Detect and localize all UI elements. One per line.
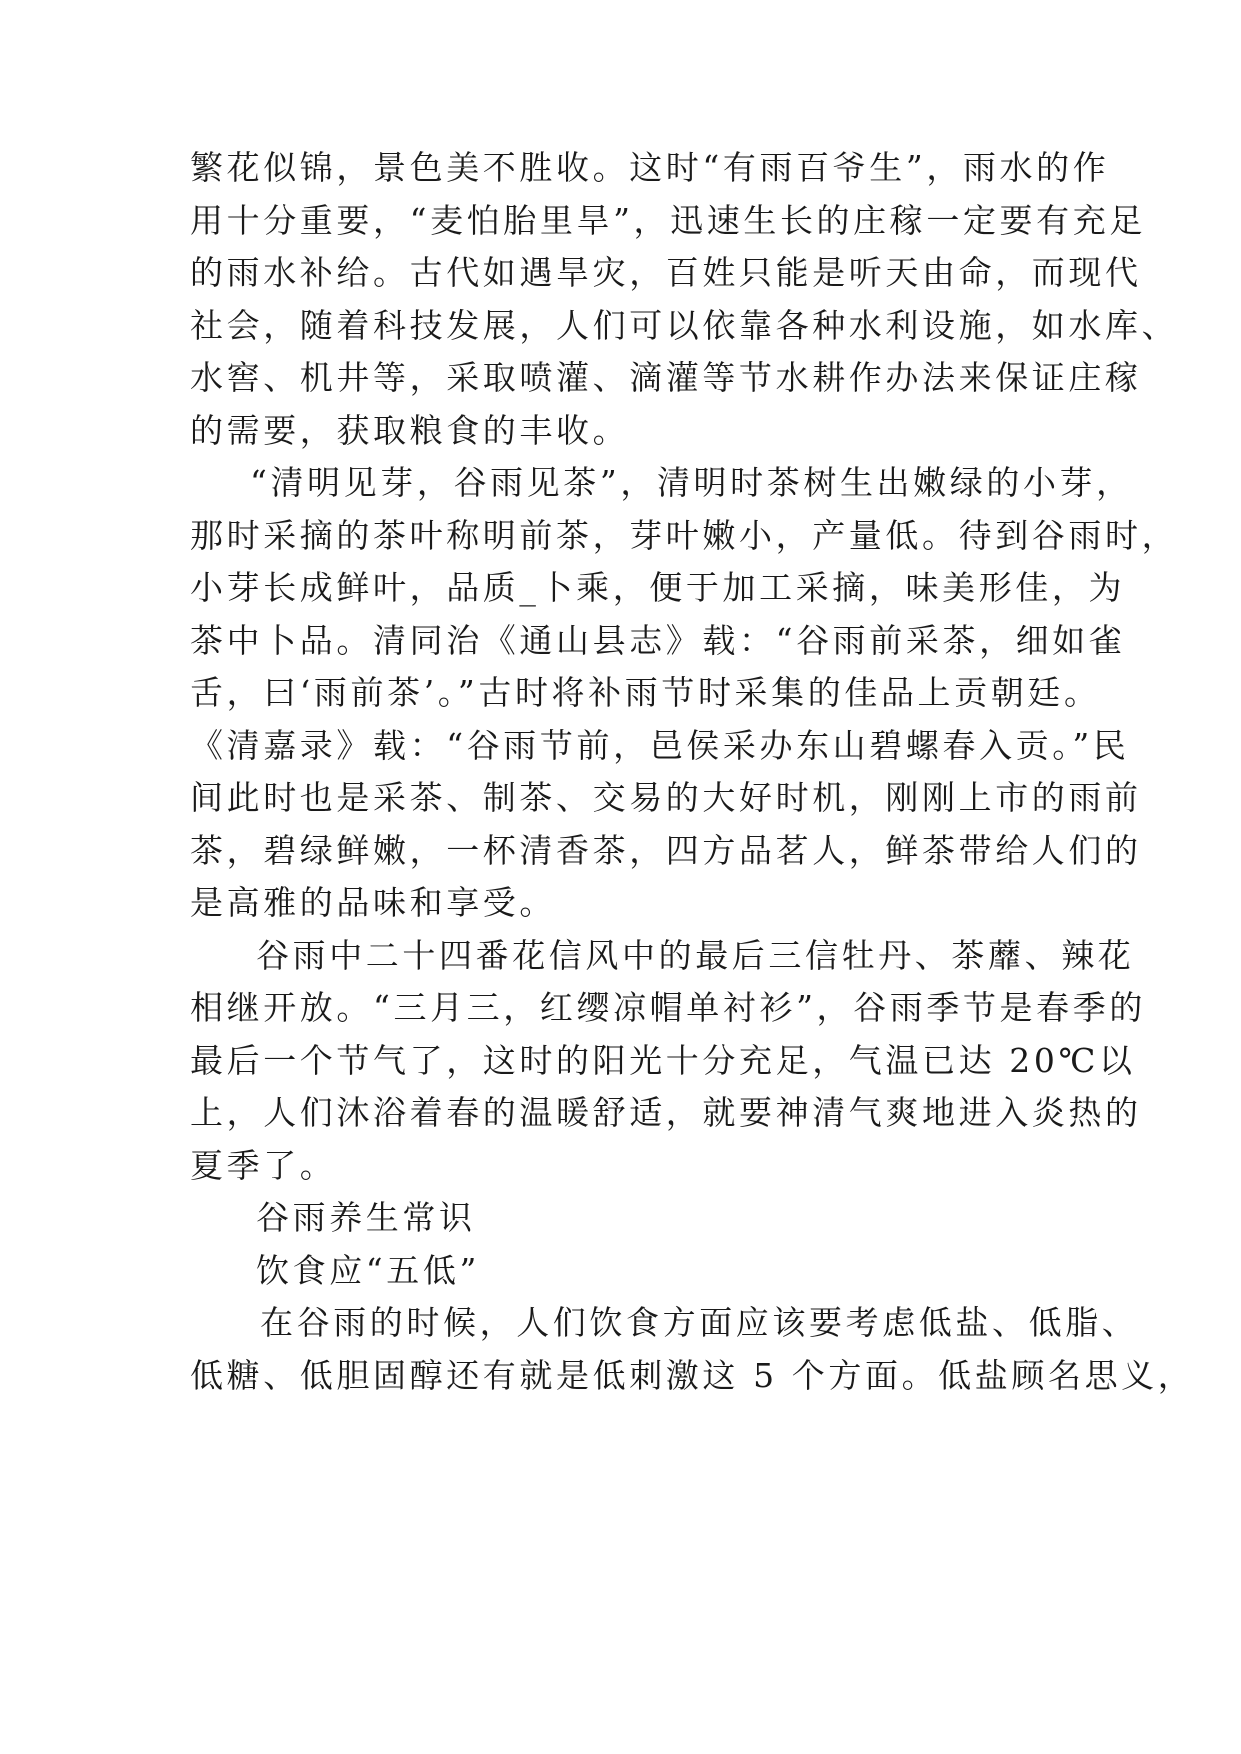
text-line: 繁花似锦，景色美不胜收。这时“有雨百爷生”，雨水的作	[190, 148, 1110, 187]
subsection-heading: 饮食应“五低”	[256, 1251, 480, 1290]
text-line: 相继开放。“三月三，红缨凉帽单衬衫”，谷雨季节是春季的	[190, 988, 1146, 1027]
text-line: 是高雅的品味和享受。	[190, 883, 556, 922]
text-line: 社会，随着科技发展，人们可以依靠各种水利设施，如水库、	[190, 306, 1179, 345]
section-heading: 谷雨养生常识	[256, 1198, 476, 1237]
text-line: 小芽长成鲜叶，品质_卜乘，便于加工采摘，味美形佳，为	[190, 568, 1126, 607]
text-line: 低糖、低胆固醇还有就是低刺激这 5 个方面。低盐顾名思义，	[190, 1356, 1195, 1395]
text-line: 在谷雨的时候，人们饮食方面应该要考虑低盐、低脂、	[260, 1303, 1139, 1342]
text-line: “清明见芽，谷雨见茶”，清明时茶树生出嫩绿的小芽，	[250, 463, 1133, 502]
text-line: 谷雨中二十四番花信风中的最后三信牡丹、茶蘼、辣花	[256, 936, 1135, 975]
text-line: 《清嘉录》载：“谷雨节前，邑侯采办东山碧螺春入贡。”民	[190, 726, 1130, 765]
text-line: 茶，碧绿鲜嫩，一杯清香茶，四方品茗人，鲜茶带给人们的	[190, 831, 1142, 870]
text-line: 的雨水补给。古代如遇旱灾，百姓只能是听天由命，而现代	[190, 253, 1142, 292]
text-line: 上，人们沐浴着春的温暖舒适，就要神清气爽地进入炎热的	[190, 1093, 1142, 1132]
text-line: 夏季了。	[190, 1146, 337, 1185]
text-line: 用十分重要，“麦怕胎里旱”，迅速生长的庄稼一定要有充足	[190, 201, 1146, 240]
text-line: 舌，曰‘雨前茶’。”古时将补雨节时采集的佳品上贡朝廷。	[190, 673, 1101, 712]
text-line: 间此时也是采茶、制茶、交易的大好时机，刚刚上市的雨前	[190, 778, 1142, 817]
text-line: 那时采摘的茶叶称明前茶，芽叶嫩小，产量低。待到谷雨时，	[190, 516, 1179, 555]
text-line: 的需要，获取粮食的丰收。	[190, 411, 630, 450]
text-line: 茶中卜品。清同治《通山县志》载：“谷雨前采茶，细如雀	[190, 621, 1126, 660]
text-line: 最后一个节气了，这时的阳光十分充足，气温已达 20℃以	[190, 1041, 1136, 1080]
text-line: 水窖、机井等，采取喷灌、滴灌等节水耕作办法来保证庄稼	[190, 358, 1142, 397]
